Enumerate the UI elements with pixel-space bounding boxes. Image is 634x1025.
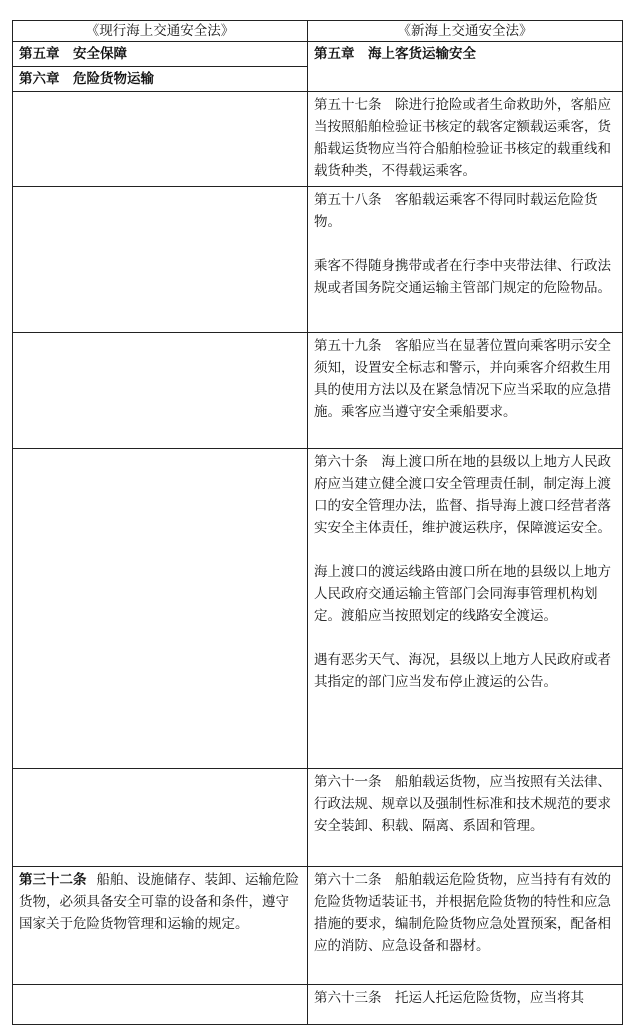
- old-cell: [13, 449, 308, 769]
- new-cell: [308, 985, 623, 1025]
- new-cell: [308, 867, 623, 985]
- new-cell: [308, 333, 623, 449]
- old-cell: [13, 92, 308, 187]
- old-cell: [13, 985, 308, 1025]
- old-law-header: 《现行海上交通安全法》: [13, 21, 308, 42]
- article-63: 第六十三条 托运人托运危险货物，应当将其: [314, 990, 584, 1006]
- article-60-p1: 第六十条 海上渡口所在地的县级以上地方人民政府应当建立健全渡口安全管理责任制，制定海上渡口的安全管理办法，监督、指导海上渡口经营者落实安全主体责任，维护渡运秩序，保障渡运安全。: [314, 454, 611, 536]
- article-57: 第五十七条 除进行抢险或者生命救助外，客船应当按照船舶检验证书核定的载客定额载运乘客，货船载运货物应当符合船舶检验证书核定的载重线和载货种类，不得载运乘客。: [314, 97, 611, 179]
- table-row: [13, 92, 623, 187]
- article-58-p1: 第五十八条 客船载运乘客不得同时载运危险货物。: [314, 192, 598, 230]
- table-row: [13, 187, 623, 333]
- table-row: [13, 449, 623, 769]
- table-row: [13, 867, 623, 985]
- old-chapter-6: 第六章 危险货物运输: [19, 71, 154, 87]
- new-cell: [308, 187, 623, 333]
- old-cell: [13, 769, 308, 867]
- article-58-p2: 乘客不得随身携带或者在行李中夹带法律、行政法规或者国务院交通运输主管部门规定的危险物品。: [314, 258, 611, 296]
- new-chapter-5: 第五章 海上客货运输安全: [314, 46, 476, 62]
- article-32-number: 第三十二条: [19, 872, 87, 888]
- old-cell: [13, 867, 308, 985]
- article-60-p2: 海上渡口的渡运线路由渡口所在地的县级以上地方人民政府交通运输主管部门会同海事管理机构划定。渡船应当按照划定的线路安全渡运。: [314, 564, 611, 624]
- old-cell: [13, 187, 308, 333]
- article-62: 第六十二条 船舶载运危险货物，应当持有有效的危险货物适装证书，并根据危险货物的特性和应急措施的要求，编制危险货物应急处置预案，配备相应的消防、应急设备和器材。: [314, 872, 611, 954]
- article-60-p3: 遇有恶劣天气、海况，县级以上地方人民政府或者其指定的部门应当发布停止渡运的公告。: [314, 652, 611, 690]
- new-law-header: 《新海上交通安全法》: [308, 21, 623, 42]
- article-59: 第五十九条 客船应当在显著位置向乘客明示安全须知，设置安全标志和警示，并向乘客介绍救生用具的使用方法以及在紧急情况下应当采取的应急措施。乘客应当遵守安全乘船要求。: [314, 338, 611, 420]
- article-61: 第六十一条 船舶载运货物，应当按照有关法律、行政法规、规章以及强制性标准和技术规范的要求安全装卸、积载、隔离、系固和管理。: [314, 774, 611, 834]
- new-cell: [308, 769, 623, 867]
- table-row: [13, 985, 623, 1025]
- table-header-row: [13, 21, 623, 42]
- table-row: [13, 42, 623, 92]
- old-chapters-cell: [13, 42, 308, 92]
- old-chapter-5: 第五章 安全保障: [13, 42, 307, 67]
- new-cell: [308, 92, 623, 187]
- new-chapter-cell: [308, 42, 623, 92]
- law-comparison-table: [12, 20, 623, 1025]
- table-row: [13, 769, 623, 867]
- old-cell: [13, 333, 308, 449]
- article-32-text: 船舶、设施储存、装卸、运输危险货物，必须具备安全可靠的设备和条件，遵守国家关于危险货物管理和运输的规定。: [19, 872, 299, 932]
- new-cell: [308, 449, 623, 769]
- table-row: [13, 333, 623, 449]
